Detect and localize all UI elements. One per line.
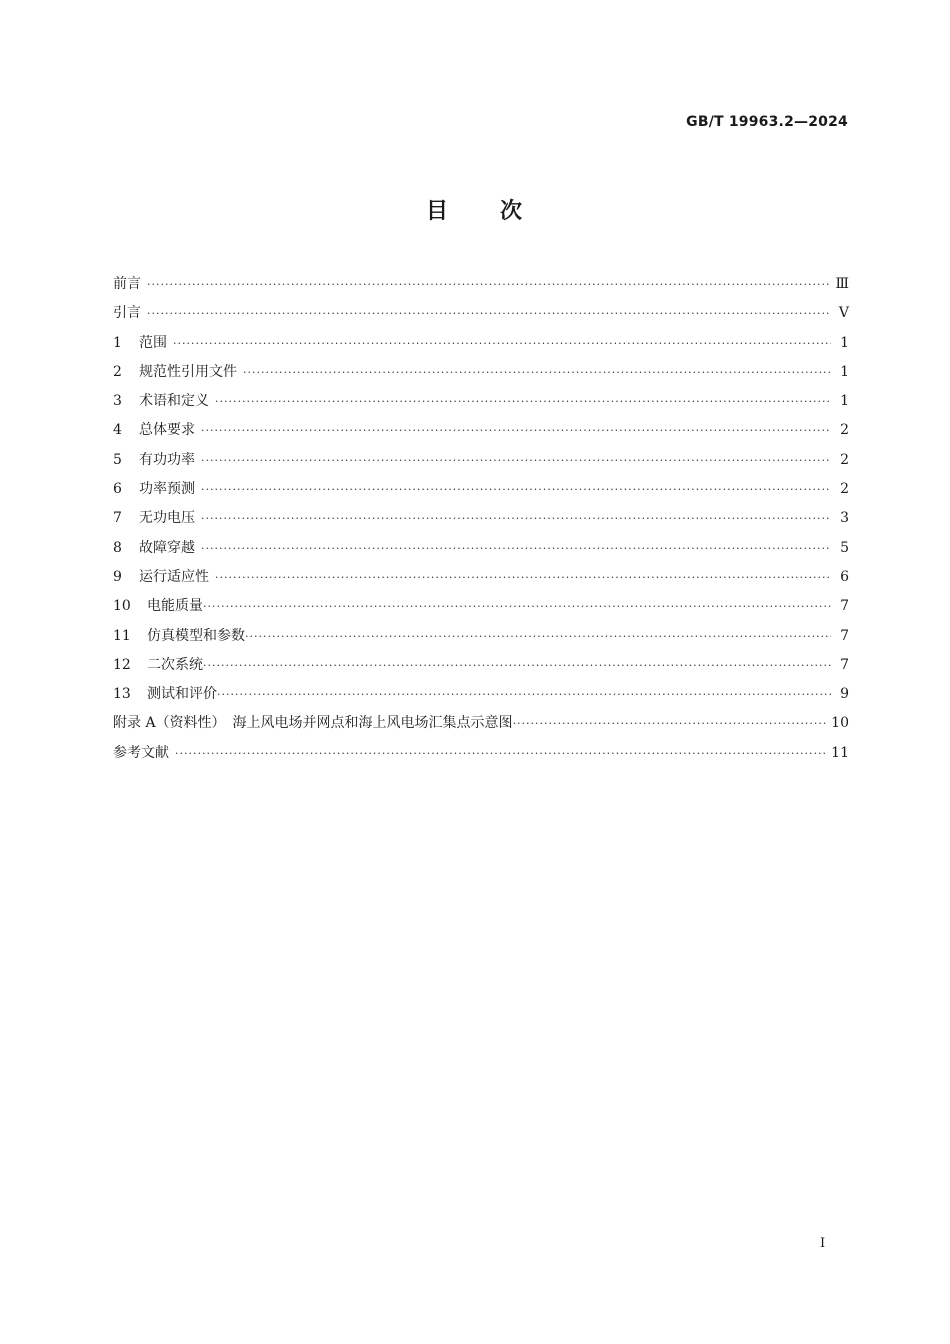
- toc-entry-label: 前言: [113, 276, 141, 292]
- toc-entry-annex-a[interactable]: [113, 709, 849, 738]
- toc-entry-page: 6: [840, 568, 849, 585]
- toc-entry-label: 无功电压: [139, 510, 195, 527]
- toc-entry-foreword[interactable]: [113, 270, 849, 299]
- toc-dot-leader: [217, 680, 831, 709]
- toc-entry-label: 电能质量: [147, 598, 203, 615]
- toc-entry-simulation-model[interactable]: [113, 622, 849, 651]
- toc-entry-page: 1: [840, 334, 849, 351]
- toc-entry-number: 1: [113, 334, 122, 351]
- toc-dot-leader: [173, 329, 831, 358]
- toc-entry-label: 功率预测: [139, 481, 195, 498]
- toc-entry-number: 2: [113, 363, 122, 380]
- toc-entry-power-quality[interactable]: [113, 592, 849, 621]
- toc-entry-testing-evaluation[interactable]: [113, 680, 849, 709]
- toc-entry-label: 二次系统: [147, 656, 203, 673]
- toc-dot-leader: [201, 446, 831, 475]
- toc-entry-page: 7: [840, 627, 849, 644]
- toc-entry-label: 规范性引用文件: [139, 363, 237, 380]
- toc-entry-number: 13: [113, 686, 131, 703]
- toc-entry-label: 故障穿越: [139, 539, 195, 556]
- toc-entry-page: 3: [840, 510, 849, 527]
- toc-entry-label: 总体要求: [139, 422, 195, 439]
- toc-entry-page: 1: [840, 363, 849, 380]
- toc-entry-power-forecast[interactable]: [113, 475, 849, 504]
- toc-entry-page: 11: [831, 744, 849, 761]
- toc-entry-number: 10: [113, 598, 131, 615]
- toc-entry-bibliography[interactable]: [113, 739, 849, 768]
- toc-entry-page: 7: [840, 656, 849, 673]
- toc-dot-leader: [201, 416, 831, 445]
- toc-entry-label: 测试和评价: [147, 686, 217, 703]
- toc-entry-number: 12: [113, 656, 131, 673]
- toc-entry-label: 引言: [113, 305, 141, 322]
- toc-dot-leader: [513, 709, 828, 738]
- standard-number: GB/T 19963.2—2024: [686, 114, 848, 130]
- toc-dot-leader: [147, 270, 831, 299]
- toc-dot-leader: [245, 622, 831, 651]
- toc-entry-label: 范围: [139, 334, 167, 351]
- toc-entry-label: 参考文献: [113, 744, 169, 761]
- toc-entry-page: 9: [840, 686, 849, 703]
- toc-entry-page: Ⅲ: [835, 276, 849, 292]
- toc-entry-page: 7: [840, 598, 849, 615]
- toc-entry-number: 7: [113, 510, 122, 527]
- toc-dot-leader: [243, 358, 831, 387]
- page-number: I: [820, 1236, 826, 1251]
- toc-entry-number: 9: [113, 568, 122, 585]
- toc-entry-secondary-system[interactable]: [113, 651, 849, 680]
- toc-dot-leader: [147, 299, 831, 328]
- toc-entry-terms[interactable]: [113, 387, 849, 416]
- toc-title-char-2: 次: [500, 199, 525, 224]
- toc-title-char-1: 目: [425, 199, 450, 224]
- toc-entry-page: 1: [840, 393, 849, 410]
- toc-dot-leader: [215, 563, 831, 592]
- toc-entry-introduction[interactable]: [113, 299, 849, 328]
- toc-dot-leader: [201, 534, 831, 563]
- toc-entry-scope[interactable]: [113, 329, 849, 358]
- toc-entry-page: 10: [831, 715, 849, 732]
- toc-entry-label: 仿真模型和参数: [147, 627, 245, 644]
- toc-entry-label: 术语和定义: [139, 393, 209, 410]
- toc-dot-leader: [215, 387, 831, 416]
- toc-entry-number: 4: [113, 422, 122, 439]
- toc-dot-leader: [175, 739, 827, 768]
- toc-entry-label: 运行适应性: [139, 568, 209, 585]
- toc-entry-fault-ride-through[interactable]: [113, 534, 849, 563]
- toc-entry-number: 5: [113, 451, 122, 468]
- toc-entry-number: 6: [113, 481, 122, 498]
- toc-entry-general-requirements[interactable]: [113, 416, 849, 445]
- toc-entry-label: 有功功率: [139, 451, 195, 468]
- toc-dot-leader: [201, 504, 831, 533]
- toc-dot-leader: [203, 651, 831, 680]
- toc-entry-page: 2: [840, 451, 849, 468]
- toc-entry-number: 8: [113, 539, 122, 556]
- toc-entry-number: 3: [113, 393, 122, 410]
- toc-entry-page: 5: [840, 539, 849, 556]
- table-of-contents: [113, 270, 849, 768]
- toc-entry-operational-adaptability[interactable]: [113, 563, 849, 592]
- toc-entry-page: 2: [840, 481, 849, 498]
- toc-entry-normative-references[interactable]: [113, 358, 849, 387]
- toc-entry-label: 附录 A（资料性） 海上风电场并网点和海上风电场汇集点示意图: [113, 715, 513, 732]
- toc-title: [0, 194, 950, 225]
- toc-entry-page: Ⅴ: [838, 305, 849, 322]
- toc-entry-active-power[interactable]: [113, 446, 849, 475]
- toc-entry-reactive-voltage[interactable]: [113, 504, 849, 533]
- toc-dot-leader: [201, 475, 831, 504]
- toc-dot-leader: [203, 592, 831, 621]
- toc-entry-page: 2: [840, 422, 849, 439]
- toc-entry-number: 11: [113, 627, 131, 644]
